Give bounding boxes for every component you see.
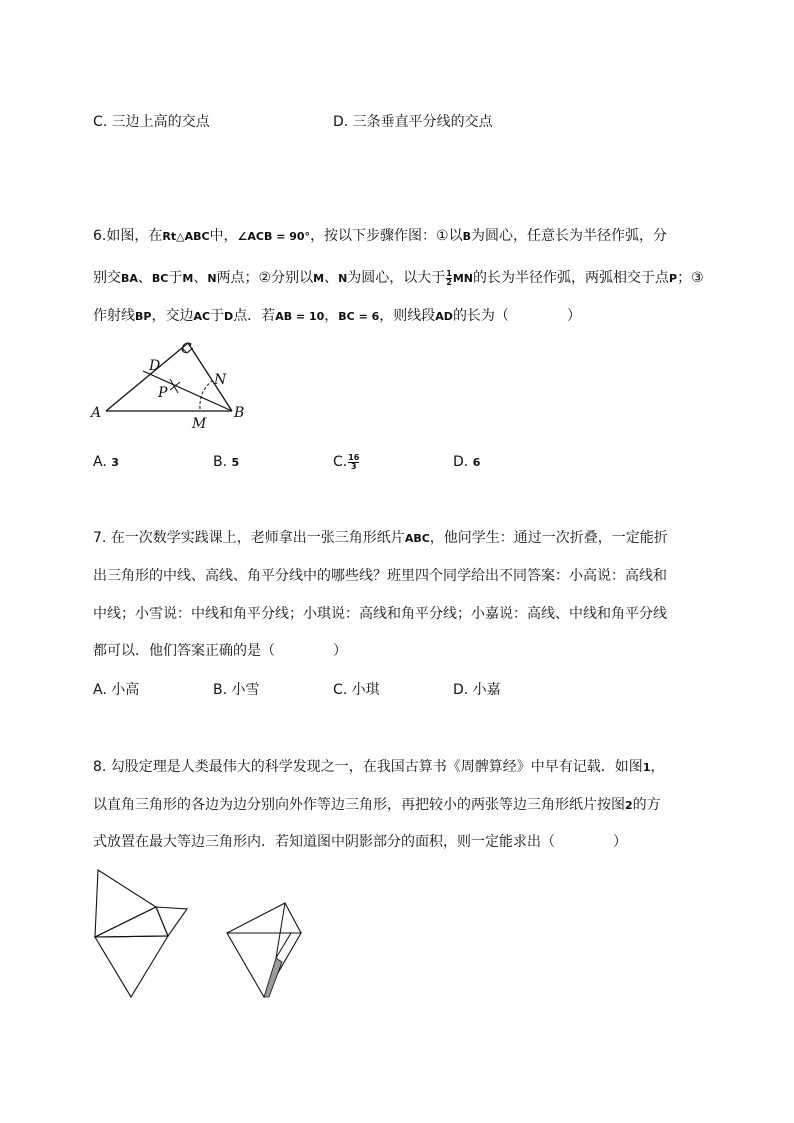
option-prefix: B. <box>213 454 228 470</box>
q7-option-b[interactable]: B. 小雪 <box>213 682 260 698</box>
q7-text: ，他问学生：通过一次折叠，一定能折 <box>429 530 668 546</box>
arc-mn <box>200 381 212 409</box>
math-ac: AC <box>193 310 211 323</box>
q7-line-1 <box>93 528 668 549</box>
option-c-prev[interactable]: C. 三边上高的交点 <box>93 114 210 130</box>
q7-option-d[interactable]: D. 小嘉 <box>453 682 501 698</box>
q8-text: ） <box>613 834 627 850</box>
fraction-denominator: 2 <box>446 277 452 287</box>
q7-line-2: 出三角形的中线、高线、角平分线中的哪些线？班里四个同学给出不同答案：小高说：高线和 <box>93 568 667 584</box>
q6-text: ， <box>324 308 339 324</box>
q6-line-2 <box>93 268 704 289</box>
q6-text: ；③ <box>677 270 704 286</box>
math-rt: Rt <box>162 230 177 243</box>
q6-text: 的长为（ <box>452 308 509 324</box>
q7-option-c[interactable]: C. 小琪 <box>333 682 380 698</box>
option-prefix: C. <box>333 454 348 470</box>
right-triangle <box>95 907 168 937</box>
q6-option-d[interactable] <box>453 452 480 473</box>
math-abc: ABC <box>404 532 430 545</box>
q6-text: 为圆心，以大于 <box>347 270 446 286</box>
q6-text: 于 <box>168 270 183 286</box>
q6-text: 、 <box>193 270 208 286</box>
option-d-prev[interactable]: D. 三条垂直平分线的交点 <box>333 114 493 130</box>
q8-text: 以直角三角形的各边为边分别向外作等边三角形，再把较小的两张等边三角形纸片按图 <box>93 797 625 813</box>
triangle-leg-1 <box>95 870 156 937</box>
math-bc: BC <box>151 272 169 285</box>
math-n: N <box>338 272 348 285</box>
q6-line-1 <box>93 226 667 247</box>
q8-text: 式放置在最大等边三角形内．若知道图中阴影部分的面积，则一定能求出（ <box>93 834 555 850</box>
label-c: C <box>181 341 192 357</box>
fraction-half <box>446 270 452 287</box>
q6-text: ，交边 <box>151 308 194 324</box>
q8-line-2 <box>93 795 661 816</box>
fraction-numerator: 1 <box>446 268 452 278</box>
triangle-hypotenuse <box>95 936 168 997</box>
math-bp: BP <box>135 310 152 323</box>
option-prefix: A. <box>93 454 107 470</box>
math-ba: BA <box>121 272 138 285</box>
label-b: B <box>234 405 245 421</box>
q7-text: 7. 在一次数学实践课上，老师拿出一张三角形纸片 <box>93 530 405 546</box>
option-value: 5 <box>231 456 240 469</box>
q7-line-3: 中线；小雪说：中线和角平分线；小琪说：高线和角平分线；小嘉说：高线、中线和角平分线 <box>93 606 667 622</box>
q8-line-3 <box>93 832 627 852</box>
q6-text: 、 <box>324 270 339 286</box>
fraction-denominator: 3 <box>351 461 357 471</box>
q6-text: ，则线段 <box>379 308 436 324</box>
q6-option-a[interactable] <box>93 452 119 473</box>
q8-figure-2 <box>222 898 306 1002</box>
math-d: D <box>224 310 234 323</box>
math-abc: ABC <box>184 230 210 243</box>
q6-text: 别交 <box>93 270 121 286</box>
q8-text: ， <box>650 759 665 775</box>
q6-text: 的长为半径作弧，两弧相交于点 <box>473 270 670 286</box>
option-value: 3 <box>111 456 119 469</box>
q8-line-1 <box>93 757 664 778</box>
figure-ref-1: 1 <box>642 761 651 774</box>
label-m: M <box>192 416 207 432</box>
fraction-16-3 <box>348 454 359 471</box>
small-triangle-top <box>227 903 301 933</box>
math-ad: AD <box>435 310 453 323</box>
large-triangle <box>227 933 301 997</box>
q6-text: ，按以下步骤作图：①以 <box>310 228 463 244</box>
figure-ref-2: 2 <box>625 799 633 812</box>
q6-text: 两点；②分别以 <box>216 270 314 286</box>
option-prefix: D. <box>453 454 469 470</box>
q6-text: 、 <box>137 270 152 286</box>
q6-triangle-figure <box>88 336 258 436</box>
label-p: P <box>158 385 168 401</box>
math-mn: MN <box>452 272 474 285</box>
q8-text: 的方 <box>632 797 661 813</box>
triangle-symbol: △ <box>176 230 185 243</box>
q6-text: 作射线 <box>93 308 135 324</box>
q8-text: 8. 勾股定理是人类最伟大的科学发现之一，在我国古算书《周髀算经》中早有记载．如图 <box>93 759 643 775</box>
q6-line-3 <box>93 306 581 327</box>
q6-text: 如图，在 <box>106 228 163 244</box>
math-ab-10: AB = 10 <box>275 310 325 323</box>
q7-option-a[interactable]: A. 小高 <box>93 682 140 698</box>
fraction-numerator: 16 <box>348 452 360 462</box>
math-m: M <box>182 272 194 285</box>
triangle-leg-2 <box>156 907 187 936</box>
q6-text: 于 <box>210 308 225 324</box>
label-n: N <box>214 372 227 388</box>
q8-figure-1 <box>90 865 195 1005</box>
label-a: A <box>91 405 102 421</box>
q6-text: 为圆心，任意长为半径作弧，分 <box>471 228 668 244</box>
math-m: M <box>313 272 325 285</box>
q7-text: 都可以．他们答案正确的是（ <box>93 643 275 659</box>
math-n: N <box>207 272 217 285</box>
q7-line-4 <box>93 641 347 661</box>
q6-number: 6. <box>93 228 107 244</box>
shaded-region <box>264 958 282 997</box>
math-b: B <box>462 230 472 243</box>
math-angle: ∠ACB = 90° <box>237 230 311 243</box>
math-p: P <box>669 272 678 285</box>
math-bc-6: BC = 6 <box>338 310 380 323</box>
q7-text: ） <box>333 643 347 659</box>
q6-option-b[interactable] <box>213 452 239 473</box>
side-ac <box>106 343 188 411</box>
q6-option-c[interactable] <box>333 452 360 472</box>
q6-text: 中， <box>209 228 238 244</box>
label-d: D <box>149 358 161 374</box>
q6-text: 点．若 <box>233 308 276 324</box>
option-value: 6 <box>472 456 481 469</box>
q6-text: ） <box>566 308 581 324</box>
